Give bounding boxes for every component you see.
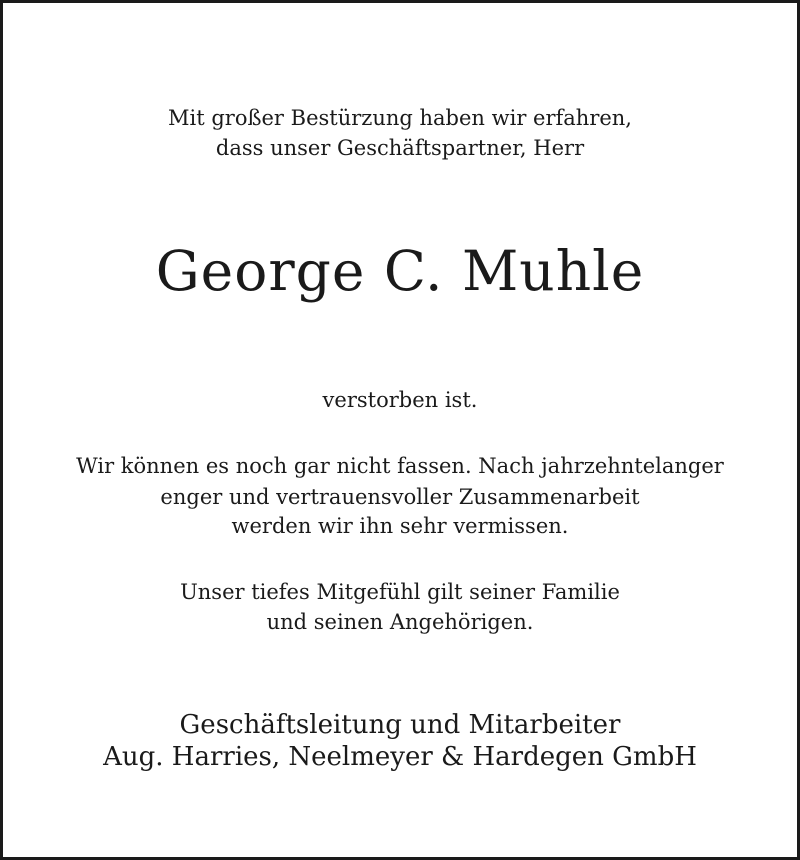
intro-line-1: Mit großer Bestürzung haben wir erfahren, [168, 106, 632, 130]
condolence-line-2: und seinen Angehörigen. [266, 610, 534, 634]
passed-away-line: verstorben ist. [322, 388, 478, 412]
condolence-line-1: Unser tiefes Mitgefühl gilt seiner Familie [180, 580, 620, 604]
signature-company: Aug. Harries, Neelmeyer & Hardegen GmbH [103, 742, 697, 772]
message-line-2: enger und vertrauensvoller Zusammenarbeit [160, 485, 640, 509]
message-line-3: werden wir ihn sehr vermissen. [231, 514, 569, 538]
deceased-name: George C. Muhle [155, 239, 645, 303]
signature-line-1: Geschäftsleitung und Mitarbeiter [179, 710, 621, 740]
intro-line-2: dass unser Geschäftspartner, Herr [215, 136, 585, 160]
message-line-1: Wir können es noch gar nicht fassen. Nach jahrzehntelanger [76, 454, 724, 478]
